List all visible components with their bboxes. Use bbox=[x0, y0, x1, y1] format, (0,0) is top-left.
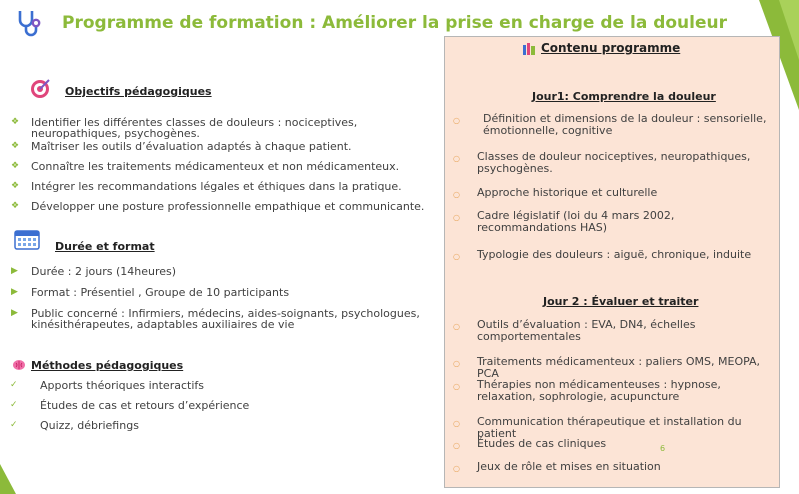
day1-heading: Jour1: Comprendre la douleur bbox=[532, 90, 716, 103]
list-item: ▶ Format : Présentiel , Groupe de 10 participants bbox=[11, 286, 290, 299]
list-item: ○ Définition et dimensions de la douleur : sensorielle, émotionnelle, cognitive bbox=[453, 112, 767, 137]
circle-bullet-icon: ○ bbox=[453, 322, 460, 331]
list-item: ▶ Public concerné : Infirmiers, médecins, aides-soignants, psychologues, kinésithérapeutes, adaptables auxiliaires de vie bbox=[11, 307, 420, 331]
books-icon bbox=[522, 43, 536, 55]
list-item: ✓ Quizz, débriefings bbox=[10, 419, 139, 432]
page-number: 6 bbox=[660, 444, 666, 453]
contenu-programme-box bbox=[444, 36, 780, 488]
circle-bullet-icon: ○ bbox=[453, 382, 460, 391]
list-item: ○ Classes de douleur nociceptives, neuropathiques, psychogènes. bbox=[453, 150, 751, 175]
methodes-list bbox=[4, 380, 434, 440]
circle-bullet-icon: ○ bbox=[453, 154, 460, 163]
diamond-bullet-icon: ❖ bbox=[11, 201, 20, 211]
check-bullet-icon: ✓ bbox=[10, 380, 18, 390]
list-item: ❖ Connaître les traitements médicamenteux et non médicamenteux. bbox=[11, 160, 400, 173]
check-bullet-icon: ✓ bbox=[10, 420, 18, 430]
duree-list bbox=[5, 266, 435, 332]
check-bullet-icon: ✓ bbox=[10, 400, 18, 410]
diamond-bullet-icon: ❖ bbox=[11, 181, 20, 191]
page-title: Programme de formation : Améliorer la prise en charge de la douleur bbox=[62, 13, 728, 33]
triangle-bullet-icon: ▶ bbox=[11, 287, 18, 297]
diamond-bullet-icon: ❖ bbox=[11, 161, 20, 171]
circle-bullet-icon: ○ bbox=[453, 441, 460, 450]
stethoscope-icon bbox=[14, 7, 46, 39]
triangle-bullet-icon: ▶ bbox=[11, 308, 18, 318]
circle-bullet-icon: ○ bbox=[453, 464, 460, 473]
brain-icon bbox=[12, 359, 26, 371]
objectifs-heading: Objectifs pédagogiques bbox=[65, 85, 212, 98]
circle-bullet-icon: ○ bbox=[453, 419, 460, 428]
list-item: ❖ Identifier les différentes classes de douleurs : nociceptives, neuropathiques, psychogènes. bbox=[11, 116, 358, 140]
list-item: ○ Thérapies non médicamenteuses : hypnose, relaxation, sophrologie, acupuncture bbox=[453, 378, 721, 403]
objectifs-list bbox=[5, 117, 435, 221]
list-item: ❖ Intégrer les recommandations légales et éthiques dans la pratique. bbox=[11, 180, 402, 193]
circle-bullet-icon: ○ bbox=[453, 116, 460, 125]
list-item: ○ Études de cas cliniques bbox=[453, 437, 607, 450]
target-icon bbox=[30, 77, 52, 99]
circle-bullet-icon: ○ bbox=[453, 190, 460, 199]
contenu-heading: Contenu programme bbox=[541, 41, 681, 55]
list-item: ❖ Développer une posture professionnelle empathique et communicante. bbox=[11, 200, 425, 213]
list-item: ✓ Études de cas et retours d’expérience bbox=[10, 399, 250, 412]
green-bottom-decoration bbox=[0, 454, 16, 494]
list-item: ✓ Apports théoriques interactifs bbox=[10, 379, 204, 392]
list-item: ○ Communication thérapeutique et installation du patient bbox=[453, 415, 742, 440]
list-item: ❖ Maîtriser les outils d’évaluation adaptés à chaque patient. bbox=[11, 140, 352, 153]
duree-heading: Durée et format bbox=[55, 240, 155, 253]
list-item: ○ Outils d’évaluation : EVA, DN4, échelles comportementales bbox=[453, 318, 696, 343]
circle-bullet-icon: ○ bbox=[453, 213, 460, 222]
day2-heading: Jour 2 : Évaluer et traiter bbox=[543, 295, 699, 308]
list-item: ▶ Durée : 2 jours (14heures) bbox=[11, 265, 177, 278]
list-item: ○ Jeux de rôle et mises en situation bbox=[453, 460, 661, 473]
list-item: ○ Approche historique et culturelle bbox=[453, 186, 658, 199]
calendar-icon bbox=[14, 228, 40, 250]
list-item: ○ Cadre législatif (loi du 4 mars 2002, recommandations HAS) bbox=[453, 209, 675, 234]
list-item: ○ Typologie des douleurs : aiguë, chronique, induite bbox=[453, 248, 752, 261]
circle-bullet-icon: ○ bbox=[453, 252, 460, 261]
diamond-bullet-icon: ❖ bbox=[11, 141, 20, 151]
diamond-bullet-icon: ❖ bbox=[11, 117, 20, 127]
circle-bullet-icon: ○ bbox=[453, 359, 460, 368]
list-item: ○ Traitements médicamenteux : paliers OMS, MEOPA, PCA bbox=[453, 355, 761, 380]
triangle-bullet-icon: ▶ bbox=[11, 266, 18, 276]
methodes-heading: Méthodes pédagogiques bbox=[31, 359, 184, 372]
